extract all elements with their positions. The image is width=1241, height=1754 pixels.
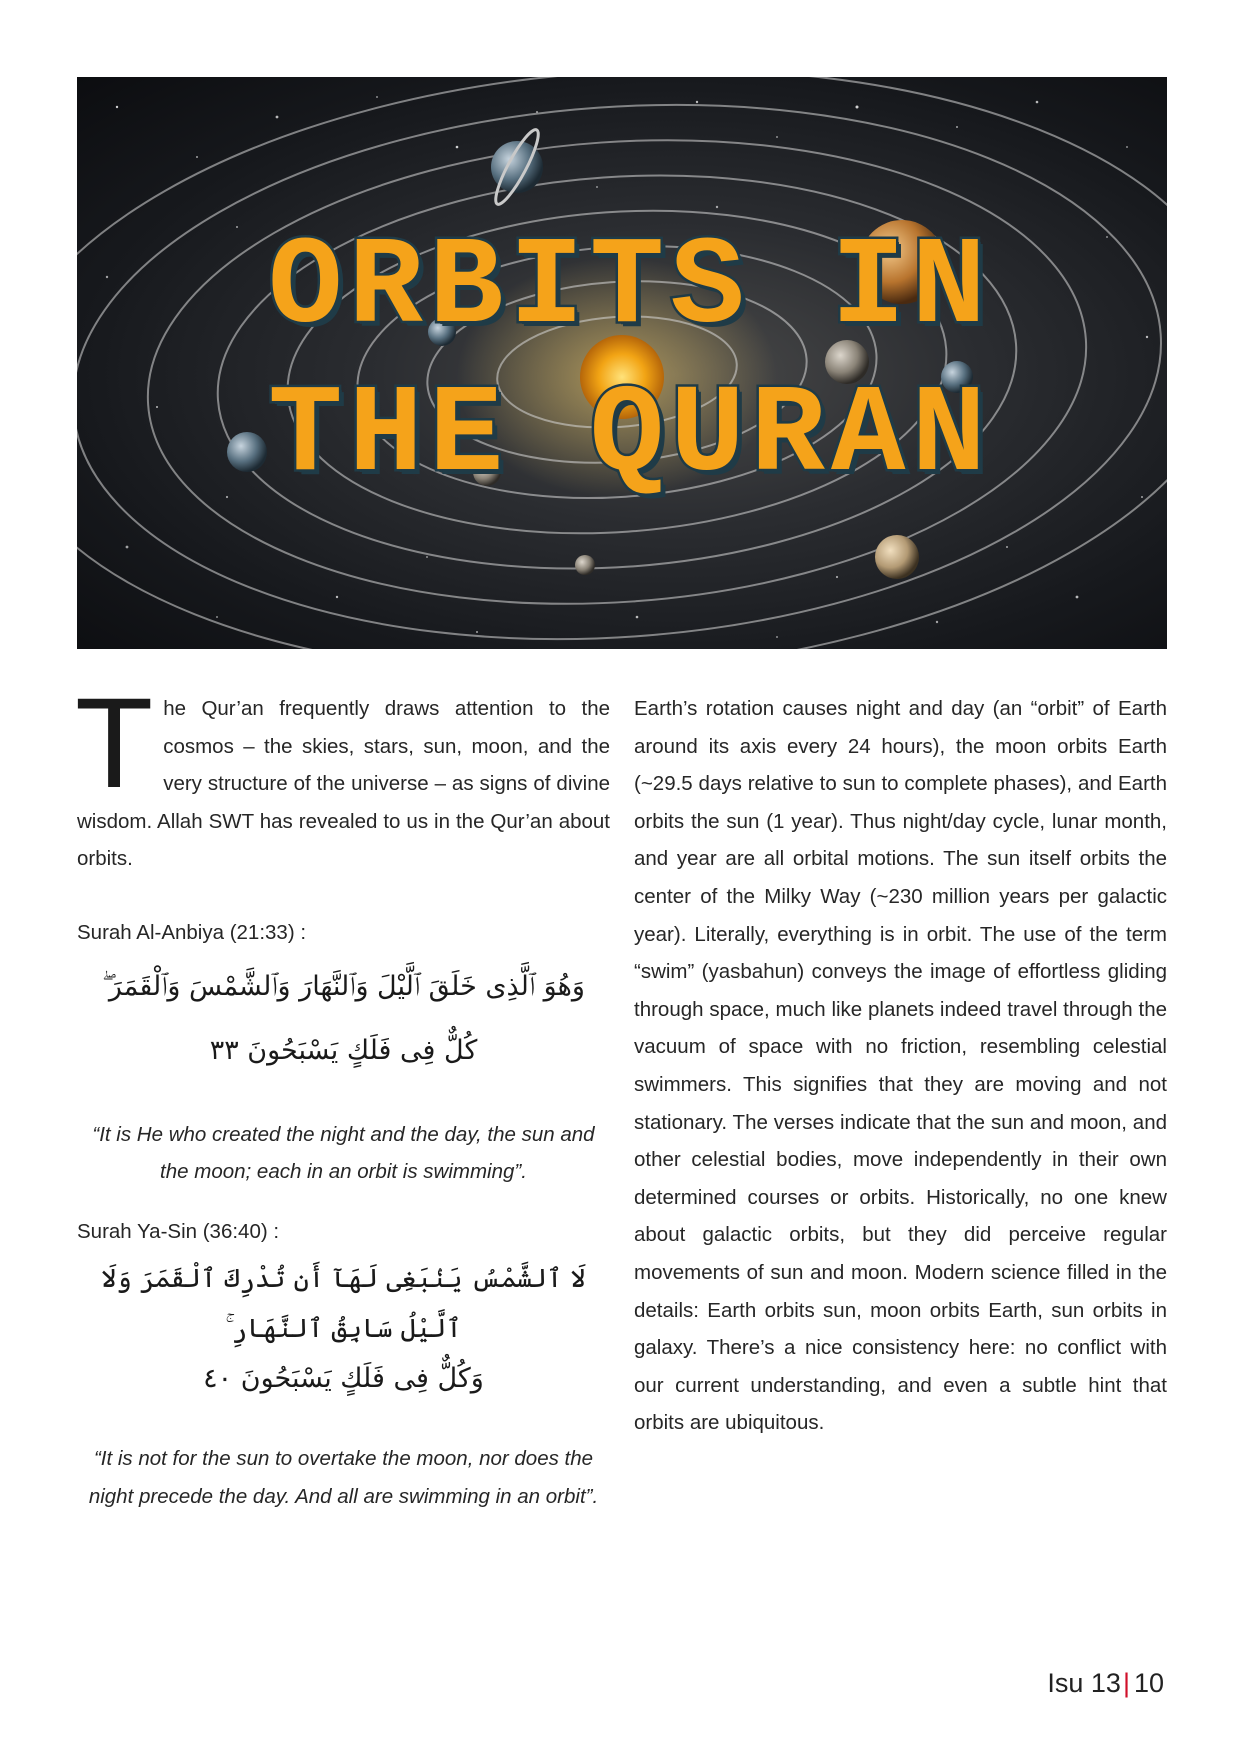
footer-separator: | [1122,1668,1130,1698]
title-line-2: THE QURAN [268,367,992,507]
verse2-arabic-line1: لَا ٱلشَّمْسُ يَنۢبَغِى لَهَآ أَن تُدْرِكَ ٱلْقَمَرَ وَلَا ٱلَّيْلُ سَابِقُ ٱلنَّهَارِ ۚ [101,1264,586,1345]
solar-system-illustration [77,77,1167,649]
verse1-arabic-line1: وَهُوَ ٱلَّذِى خَلَقَ ٱلَّيْلَ وَٱلنَّهَارَ وَٱلشَّمْسَ وَٱلْقَمَرَ ۖ [102,970,585,1002]
page-footer [1047,1668,1164,1699]
drop-cap: T [75,672,154,815]
verse2-label: Surah Ya-Sin (36:40) : [77,1219,280,1243]
left-column [75,672,610,1516]
verse1-label: Surah Al-Anbiya (21:33) : [77,920,307,944]
verse2-translation: “It is not for the sun to overtake the moon, nor does the night precede the day. And all are swimming in an orbit”. [88,1447,599,1508]
intro-text: he Qur’an frequently draws attention to the cosmos – the skies, stars, sun, moon, and the very structure of the universe – as signs of divine wisdom. Allah SWT has revealed to us in the Qur’an about orbits. [77,697,610,871]
title-line-1: ORBITS IN [268,219,992,359]
verse1-arabic-line2: كُلٌّ فِى فَلَكٍ يَسْبَحُونَ ٣٣ [209,1034,478,1066]
verse1-translation: “It is He who created the night and the day, the sun and the moon; each in an orbit is swimming”. [92,1122,595,1184]
page-number: 10 [1133,1668,1164,1698]
intro-paragraph [75,672,610,878]
right-column [634,690,1167,1442]
verse2-arabic-line2: وَكُلٌّ فِى فَلَكٍ يَسْبَحُونَ ٤٠ [203,1363,484,1395]
issue-number: Isu 13 [1047,1668,1121,1698]
right-column-paragraph: Earth’s rotation causes night and day (an “orbit” of Earth around its axis every 24 hours), the moon orbits Earth (~29.5 days relative to sun to complete phases), and Earth orbits the sun (1 year). Thus night/day cycle, lunar month, and year are all orbital motions. The sun itself orbits the center of the Milky Way (~230 million years per galactic year). Literally, everything is in orbit. The use of the term “swim” (yasbahun) conveys the image of effortless gliding through space, much like planets indeed travel through the vacuum of space with no friction, resembling celestial swimmers. This signifies that they are moving and not stationary. The verses indicate that the sun and moon, and other celestial bodies, move independently in their own determined courses or orbits. Historically, no one knew about galactic orbits, but they did perceive regular movements of sun and moon. Modern science filled in the details: Earth orbits sun, moon orbits Earth, sun orbits in galaxy. There’s a nice consistency here: no conflict with our current understanding, and even a subtle hint that orbits are ubiquitous. [634,697,1167,1435]
hero-banner [77,77,1167,649]
